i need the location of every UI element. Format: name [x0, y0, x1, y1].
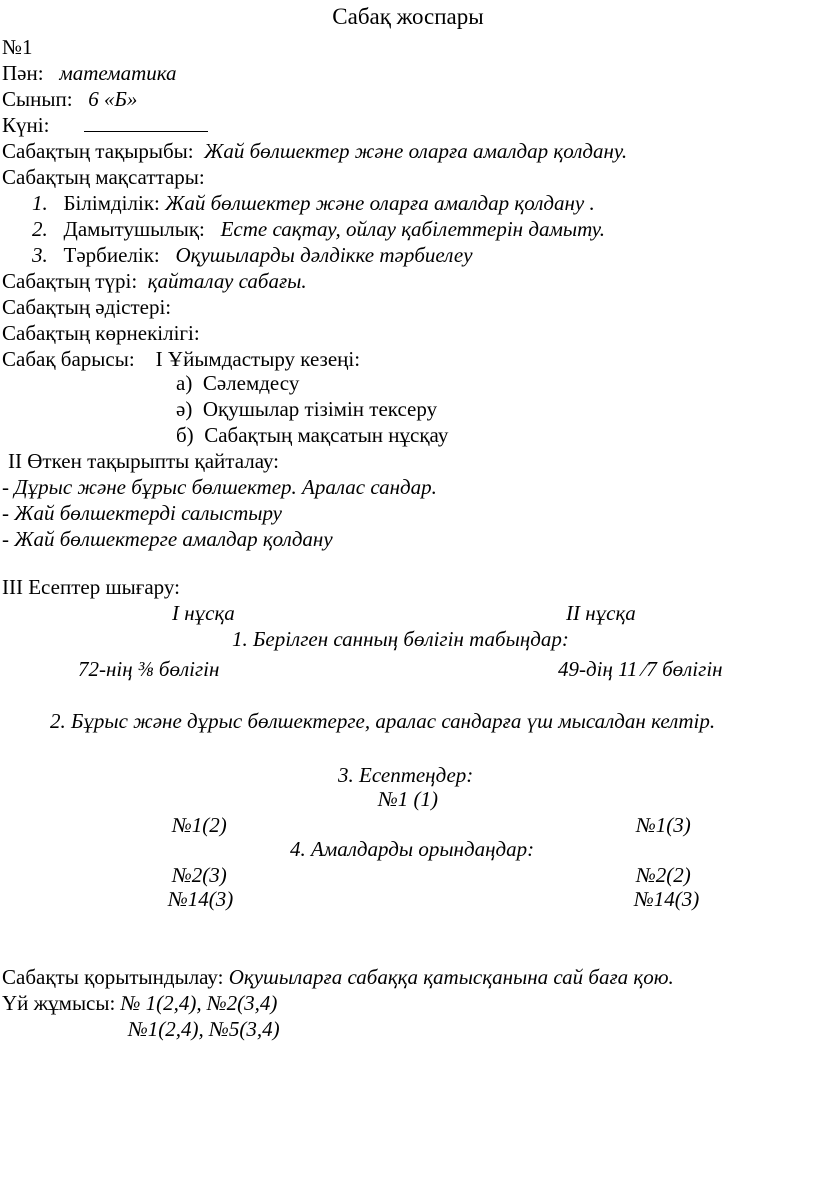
goal-item [32, 216, 605, 242]
process-label: Сабақ барысы: [2, 347, 135, 371]
methods-label: Сабақтың әдістері: [2, 295, 172, 319]
homework-row [2, 990, 277, 1016]
task-3-variant-2: №1(3) [636, 813, 691, 837]
topic-value: Жай бөлшектер және оларға амалдар қолдану. [204, 139, 628, 163]
substep-item [176, 422, 448, 448]
topic-row [2, 138, 627, 164]
review-item: - Жай бөлшектерді салыстыру [2, 501, 282, 525]
task-4-variant-2-a: №2(2) [636, 863, 691, 887]
lesson-type-row [2, 268, 307, 294]
review-heading: II Өткен тақырыпты қайталау: [8, 449, 280, 473]
review-item: - Жай бөлшектерге амалдар қолдану [2, 527, 333, 551]
goal-label: Білімділік: [63, 191, 160, 215]
list-dash: - [2, 501, 15, 525]
lesson-type-value: қайталау сабағы. [147, 269, 307, 293]
goal-value: Оқушыларды дәлдікке тәрбиелеу [175, 243, 473, 267]
conclusion-row [2, 964, 674, 990]
grade-value: 6 «Б» [88, 87, 138, 111]
task-3-title: 3. Есептеңдер: [338, 763, 474, 787]
goal-number: 2. [32, 217, 48, 241]
goal-value: Жай бөлшектер және оларға амалдар қолдану . [165, 191, 595, 215]
substep-mark: ә) [176, 397, 193, 421]
topic-label: Сабақтың тақырыбы: [2, 139, 194, 163]
conclusion-label: Сабақты қорытындылау: [2, 965, 224, 989]
list-dash: - [2, 475, 15, 499]
variant-2-label: II нұсқа [566, 601, 636, 625]
goal-item [32, 190, 595, 216]
goal-label: Тәрбиелік: [63, 243, 160, 267]
goal-number: 1. [32, 191, 48, 215]
grade-row [2, 86, 137, 112]
homework-label: Үй жұмысы: [2, 991, 116, 1015]
task-3-variant-1: №1(2) [172, 813, 227, 837]
goal-item [32, 242, 473, 268]
process-row [2, 346, 360, 372]
homework-line-2: №1(2,4), №5(3,4) [128, 1017, 280, 1041]
substep-mark: б) [176, 423, 194, 447]
substep-item [176, 396, 437, 422]
task-2-title: 2. Бұрыс және дұрыс бөлшектерге, аралас сандарға үш мысалдан келтір. [50, 709, 716, 733]
goals-heading: Сабақтың мақсаттары: [2, 165, 205, 189]
task-4-title: 4. Амалдарды орындаңдар: [290, 837, 535, 861]
substep-item [176, 370, 299, 396]
page-title: Сабақ жоспары [332, 4, 484, 29]
subject-row [2, 60, 177, 86]
substep-mark: а) [176, 371, 193, 395]
visuals-label: Сабақтың көрнекілігі: [2, 321, 200, 345]
goal-label: Дамытушылық: [63, 217, 205, 241]
grade-label: Сынып: [2, 87, 73, 111]
variant-1-label: I нұсқа [172, 601, 235, 625]
task-4-variant-2-b: №14(3) [634, 887, 700, 911]
conclusion-value: Оқушыларға сабаққа қатысқанына сай баға қою. [228, 965, 674, 989]
task-3-common: №1 (1) [378, 787, 439, 811]
substep-text: Сәлемдесу [202, 371, 300, 395]
task-1-variant-1: 72-нің ⅜ бөлігін [78, 657, 220, 681]
task-1-variant-2: 49-дің 11 ⁄7 бөлігін [558, 657, 723, 681]
problems-heading: III Есептер шығару: [2, 575, 180, 599]
substep-text: Сабақтың мақсатын нұсқау [204, 423, 449, 447]
goal-number: 3. [32, 243, 48, 267]
date-blank-line [84, 112, 208, 132]
stage1-heading: I Ұйымдастыру кезеңі: [155, 347, 361, 371]
date-row [2, 112, 49, 138]
date-label: Күні: [2, 113, 50, 137]
plan-number: №1 [2, 35, 33, 59]
substep-text: Оқушылар тізімін тексеру [202, 397, 438, 421]
goal-value: Есте сақтау, ойлау қабілеттерін дамыту. [220, 217, 605, 241]
task-4-variant-1-b: №14(3) [168, 887, 234, 911]
review-item: - Дұрыс және бұрыс бөлшектер. Аралас сандар. [2, 475, 437, 499]
list-dash: - [2, 527, 15, 551]
subject-value: математика [59, 61, 177, 85]
subject-label: Пән: [2, 61, 44, 85]
task-1-title: 1. Берілген санның бөлігін табыңдар: [232, 627, 569, 651]
lesson-type-label: Сабақтың түрі: [2, 269, 138, 293]
homework-line-1: № 1(2,4), №2(3,4) [120, 991, 278, 1015]
task-4-variant-1-a: №2(3) [172, 863, 227, 887]
